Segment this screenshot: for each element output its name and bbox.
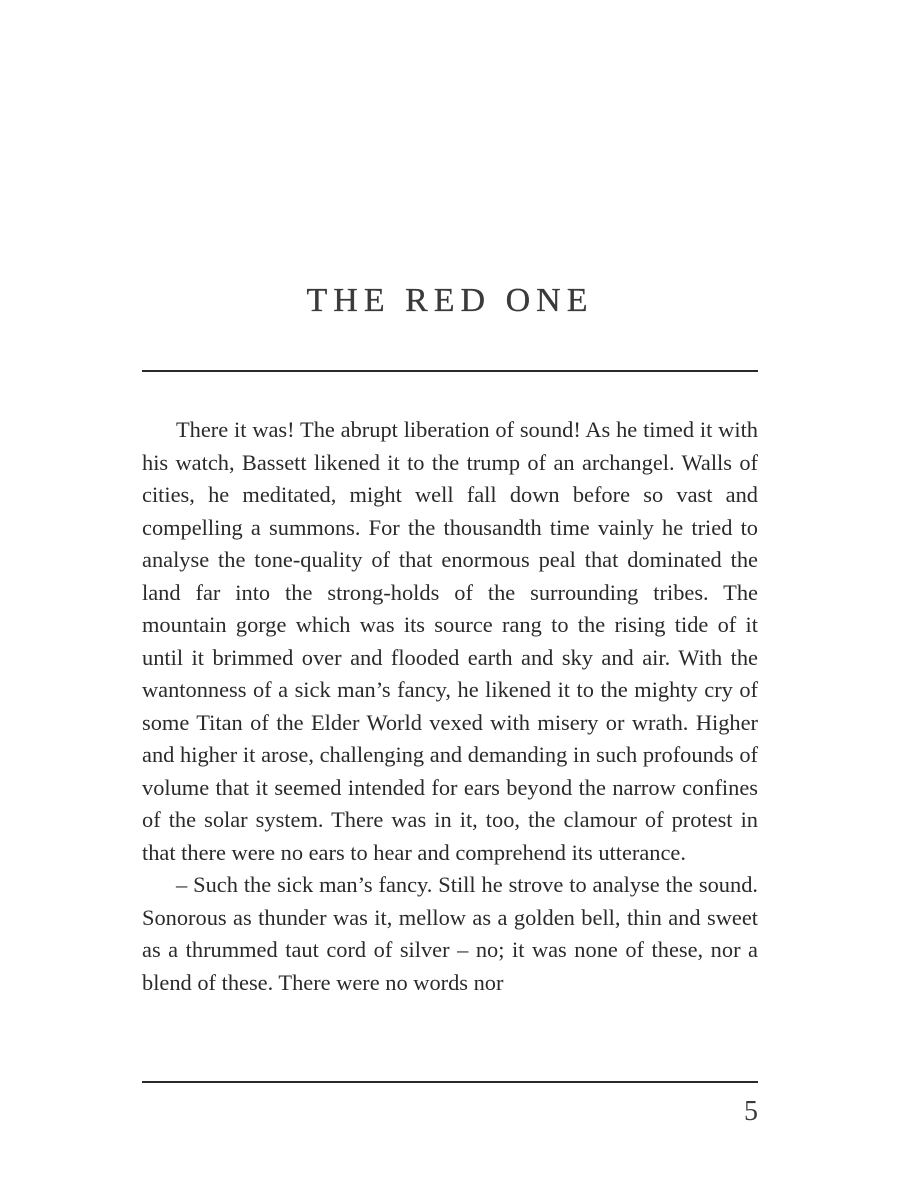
bottom-divider xyxy=(142,1081,758,1083)
paragraph: There it was! The abrupt liberation of sound! As he timed it with his watch, Bassett likened it to the trump of an archangel. Walls of cities, he meditated, might well fall down before so vast and compelling a summons. For the thousandth time vainly he tried to analyse the tone-quality of that enormous peal that dominated the land far into the strong-holds of the surrounding tribes. The mountain gorge which was its source rang to the rising tide of it until it brimmed over and flooded earth and sky and air. With the wantonness of a sick man’s fancy, he likened it to the mighty cry of some Titan of the Elder World vexed with misery or wrath. Higher and higher it arose, challenging and demanding in such profounds of volume that it seemed intended for ears beyond the narrow confines of the solar system. There was in it, too, the clamour of protest in that there were no ears to hear and comprehend its utterance. xyxy=(142,417,758,865)
body-text xyxy=(142,414,758,999)
top-divider xyxy=(142,370,758,372)
paragraph: – Such the sick man’s fancy. Still he strove to analyse the sound. Sonorous as thunder was it, mellow as a golden bell, thin and sweet as a thrummed taut cord of silver – no; it was none of these, nor a blend of these. There were no words nor xyxy=(142,872,758,995)
page-number: 5 xyxy=(744,1096,758,1127)
chapter-title: THE RED ONE xyxy=(306,282,594,319)
